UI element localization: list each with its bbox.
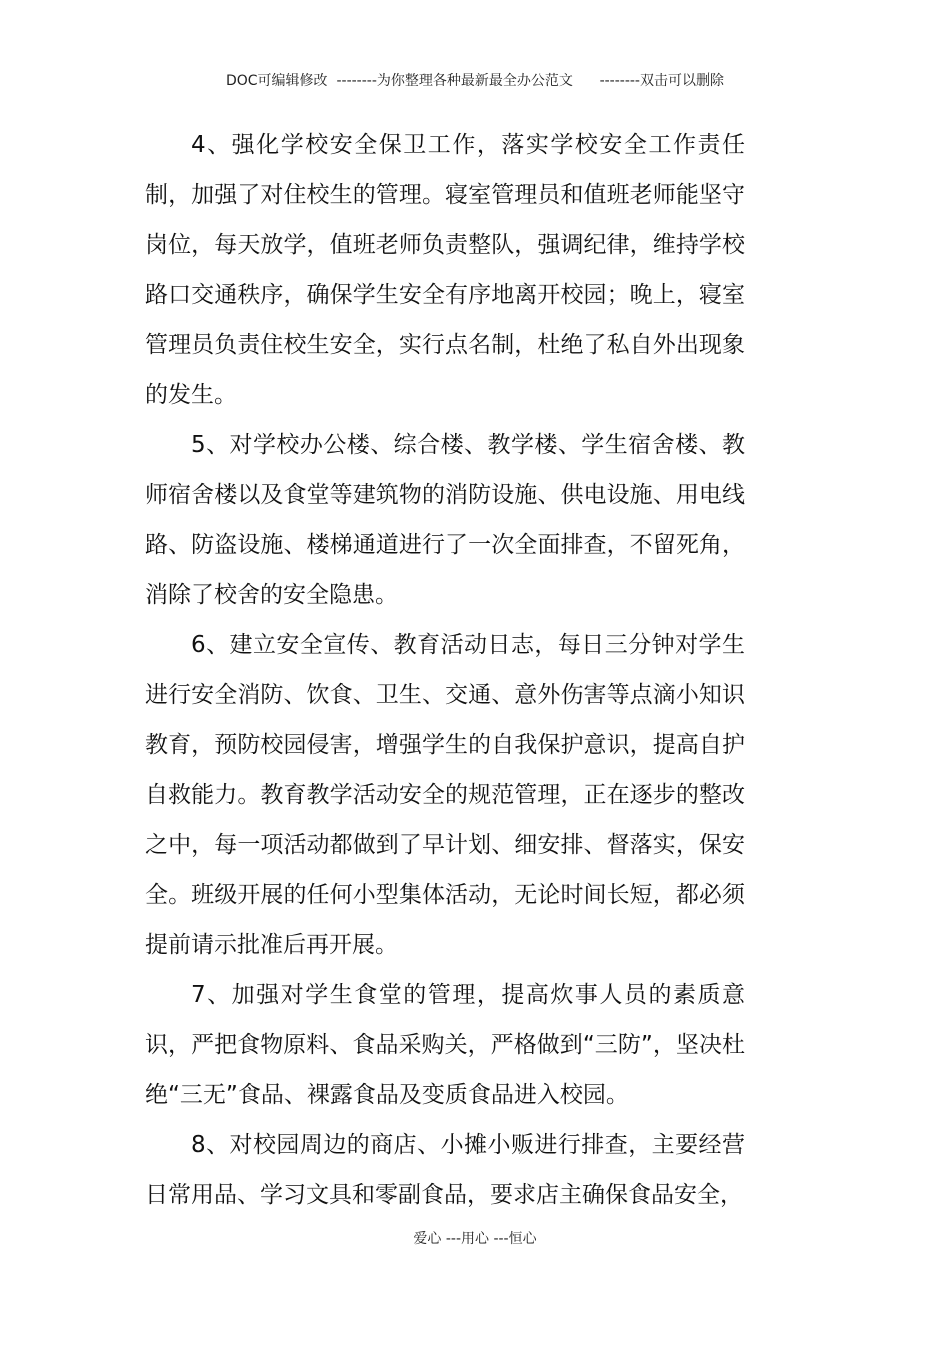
document-header: DOC可编辑修改 --------为你整理各种最新最全办公范文 --------双击可以删除	[225, 73, 724, 89]
paragraph-6: 6、建立安全宣传、教育活动日志，每日三分钟对学生进行安全消防、饮食、卫生、交通、意外伤害等点滴小知识教育，预防校园侵害，增强学生的自我保护意识，提高自护自救能力。教育教学活动安全的规范管理，正在逐步的整改之中，每一项活动都做到了早计划、细安排、督落实，保安全。班级开展的任何小型集体活动，无论时间长短，都必须提前请示批准后再开展。	[145, 632, 745, 958]
paragraph-5: 5、对学校办公楼、综合楼、教学楼、学生宿舍楼、教师宿舍楼以及食堂等建筑物的消防设施、供电设施、用电线路、防盗设施、楼梯通道进行了一次全面排查，不留死角，消除了校舍的安全隐患。	[145, 432, 745, 608]
document-footer: 爱心 ---用心 ---恒心	[413, 1231, 537, 1247]
paragraph-8: 8、对校园周边的商店、小摊小贩进行排查，主要经营日常用品、学习文具和零副食品，要求店主确保食品安全，	[145, 1132, 745, 1208]
document-body	[145, 120, 745, 1220]
paragraph-7: 7、加强对学生食堂的管理，提高炊事人员的素质意识，严把食物原料、食品采购关，严格做到“三防”，坚决杜绝“三无”食品、裸露食品及变质食品进入校园。	[145, 982, 745, 1108]
paragraph-4: 4、强化学校安全保卫工作，落实学校安全工作责任制，加强了对住校生的管理。寝室管理员和值班老师能坚守岗位，每天放学，值班老师负责整队，强调纪律，维持学校路口交通秩序，确保学生安全有序地离开校园；晚上，寝室管理员负责住校生安全，实行点名制，杜绝了私自外出现象的发生。	[145, 132, 745, 408]
